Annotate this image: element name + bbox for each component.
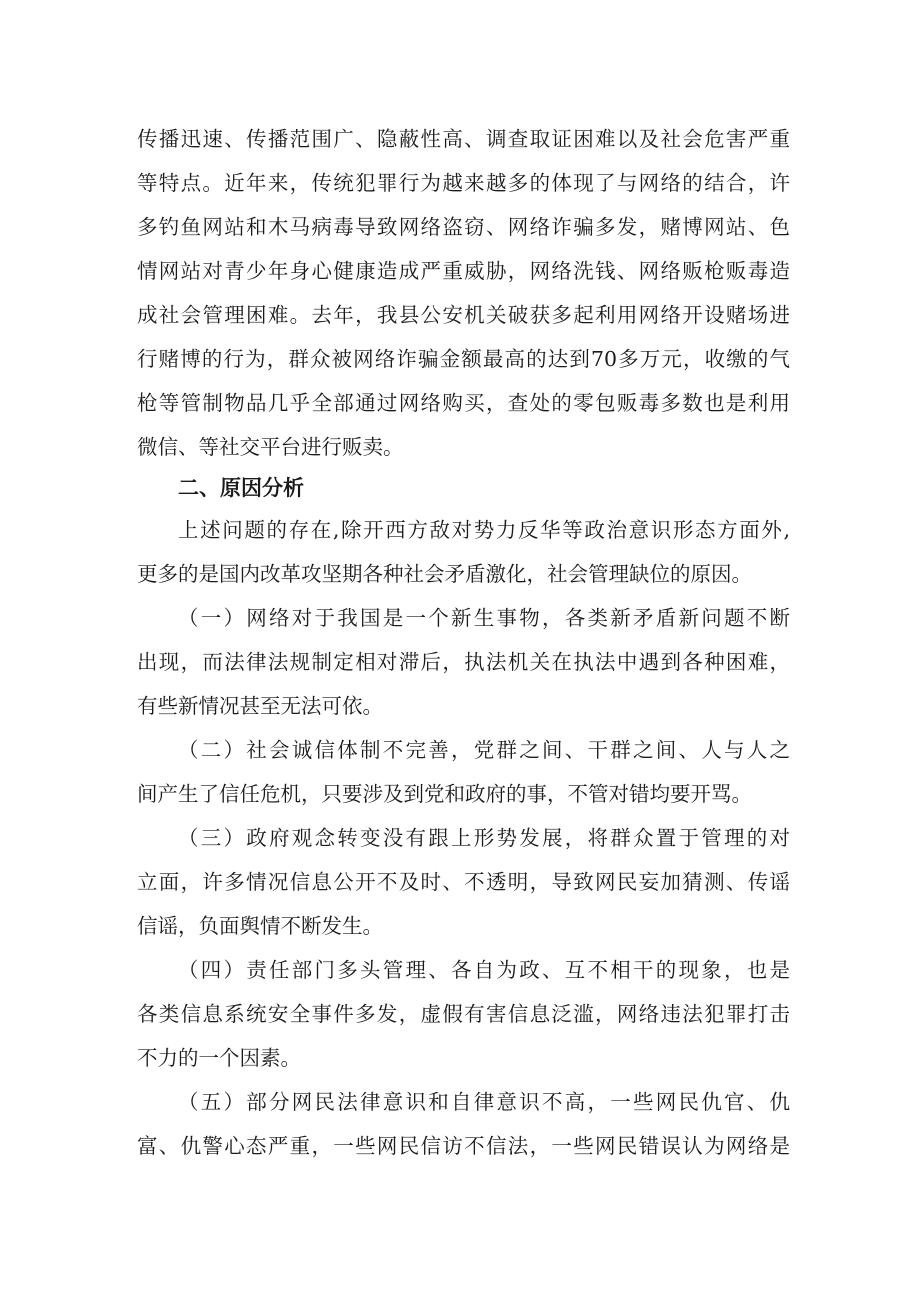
list-item-line: 不力的一个因素。 (137, 1046, 301, 1070)
list-item-line: 信谣，负面舆情不断发生。 (137, 914, 383, 938)
list-item-line: 间产生了信任危机，只要涉及到党和政府的事，不管对错均要开骂。 (137, 782, 752, 806)
list-item-line: （二）社会诚信体制不完善，党群之间、干群之间、人与人之 (178, 738, 790, 762)
section-heading: 二、原因分析 (178, 476, 304, 500)
body-text-line: 枪等管制物品几乎全部通过网络购买，查处的零包贩毒多数也是利用 (137, 391, 790, 415)
body-text-line: 传播迅速、传播范围广、隐蔽性高、调查取证困难以及社会危害严重 (137, 127, 790, 151)
body-text-line: 微信、等社交平台进行贩卖。 (137, 435, 404, 459)
list-item-line: 立面，许多情况信息公开不及时、不透明，导致网民妄加猜测、传谣 (137, 870, 790, 894)
body-text-line: 成社会管理困难。去年，我县公安机关破获多起利用网络开设赌场进 (137, 303, 790, 327)
body-text-line: 情网站对青少年身心健康造成严重威胁，网络洗钱、网络贩枪贩毒造 (137, 259, 790, 283)
list-item-line: （四）责任部门多头管理、各自为政、互不相干的现象，也是 (178, 958, 790, 982)
body-text-line: 等特点。近年来，传统犯罪行为越来越多的体现了与网络的结合，许 (137, 171, 790, 195)
body-text-line: 更多的是国内改革攻坚期各种社会矛盾激化，社会管理缺位的原因。 (137, 562, 752, 586)
body-text-line: 行赌博的行为，群众被网络诈骗金额最高的达到70多万元，收缴的气 (137, 347, 790, 371)
list-item-line: （三）政府观念转变没有跟上形势发展，将群众置于管理的对 (178, 826, 790, 850)
list-item-line: （一）网络对于我国是一个新生事物，各类新矛盾新问题不断 (178, 606, 790, 630)
list-item-line: 有些新情况甚至无法可依。 (137, 694, 383, 718)
body-text-line: 多钓鱼网站和木马病毒导致网络盗窃、网络诈骗多发，赌博网站、色 (137, 215, 790, 239)
list-item-line: （五）部分网民法律意识和自律意识不高，一些网民仇官、仇 (178, 1090, 790, 1114)
list-item-line: 出现，而法律法规制定相对滞后，执法机关在执法中遇到各种困难， (137, 650, 790, 674)
list-item-line: 富、仇警心态严重，一些网民信访不信法，一些网民错误认为网络是 (137, 1134, 790, 1158)
list-item-line: 各类信息系统安全事件多发，虚假有害信息泛滥，网络违法犯罪打击 (137, 1002, 790, 1026)
body-text-line: 上述问题的存在,除开西方敌对势力反华等政治意识形态方面外, (178, 518, 790, 542)
